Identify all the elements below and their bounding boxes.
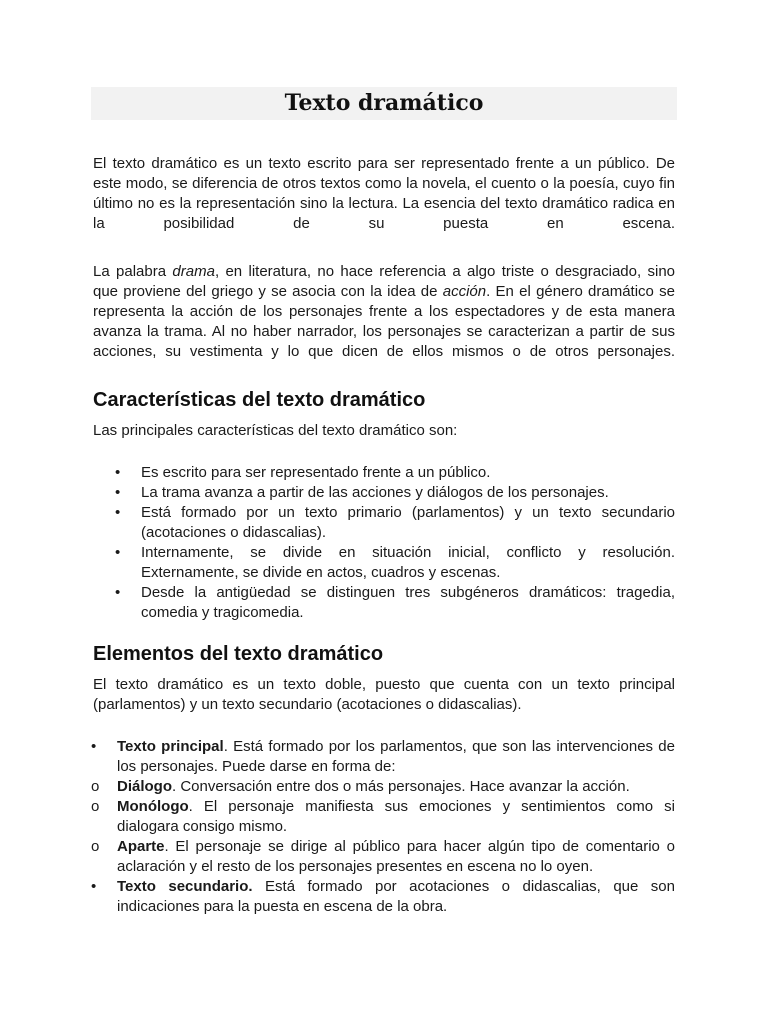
bullet-icon bbox=[115, 583, 129, 603]
list-item: • La trama avanza a partir de las acciones y diálogos de los personajes. bbox=[115, 483, 675, 503]
elementos-heading: Elementos del texto dramático bbox=[93, 643, 384, 665]
circle-bullet-icon bbox=[91, 797, 105, 817]
intro-paragraph-2-block bbox=[93, 262, 675, 362]
bullet-icon bbox=[115, 503, 129, 523]
page-title: Texto dramático bbox=[284, 90, 484, 116]
circle-bullet-icon bbox=[91, 777, 105, 797]
title-band bbox=[91, 87, 677, 120]
bullet-icon bbox=[91, 877, 105, 897]
list-item: • Internamente, se divide en situación inicial, conflicto y resolución. Externamente, se divide en actos, cuadros y escenas. bbox=[115, 543, 675, 583]
elementos-list-block bbox=[91, 737, 675, 917]
p2-drama-term: drama bbox=[172, 263, 215, 280]
caracteristicas-heading: Características del texto dramático bbox=[93, 389, 426, 411]
intro-paragraph-2 bbox=[93, 262, 675, 362]
caracteristicas-list bbox=[115, 463, 675, 623]
p2-accion-term: acción bbox=[442, 283, 487, 300]
list-item: • Desde la antigüedad se distinguen tres subgéneros dramáticos: tragedia, comedia y tragicomedia. bbox=[115, 583, 675, 623]
bullet-icon bbox=[115, 543, 129, 563]
list-item: o Monólogo. El personaje manifiesta sus emociones y sentimientos como si dialogara consigo mismo. bbox=[91, 797, 675, 837]
p2-text-a: La palabra bbox=[93, 263, 173, 280]
elementos-lead: El texto dramático es un texto doble, puesto que cuenta con un texto principal (parlamentos) y un texto secundario (acotaciones o didascalias). bbox=[93, 676, 675, 713]
intro-paragraph-1: El texto dramático es un texto escrito para ser representado frente a un público. De este modo, se diferencia de otros textos como la novela, el cuento o la poesía, cuyo fin último no es la representación sino la lectura. La esencia del texto dramático radica en la posibilidad de su puesta en escena. bbox=[93, 155, 675, 232]
list-item: • Texto principal. Está formado por los parlamentos, que son las intervenciones de los personajes. Puede darse en forma de: bbox=[91, 737, 675, 777]
intro-paragraph-1-block bbox=[93, 154, 675, 234]
bullet-icon bbox=[115, 483, 129, 503]
caracteristicas-list-block bbox=[115, 463, 675, 623]
p2-text-b: , en literatura, no hace referencia a algo triste o desgraciado, sino que proviene del griego y se asocia con la idea de bbox=[93, 263, 676, 300]
list-item: • Texto secundario. Está formado por acotaciones o didascalias, que son indicaciones para la puesta en escena de la obra. bbox=[91, 877, 675, 917]
bullet-icon bbox=[91, 737, 105, 757]
caracteristicas-section bbox=[93, 388, 675, 412]
elementos-lead-block bbox=[93, 675, 675, 715]
list-item: o Aparte. El personaje se dirige al público para hacer algún tipo de comentario o aclaración y el resto de los personajes presentes en escena no lo oyen. bbox=[91, 837, 675, 877]
caracteristicas-lead-block bbox=[93, 421, 675, 441]
list-item: • Está formado por un texto primario (parlamentos) y un texto secundario (acotaciones o didascalias). bbox=[115, 503, 675, 543]
bullet-icon bbox=[115, 463, 129, 483]
elementos-list bbox=[91, 737, 675, 917]
list-item: • Es escrito para ser representado frente a un público. bbox=[115, 463, 675, 483]
caracteristicas-lead: Las principales características del texto dramático son: bbox=[93, 422, 458, 439]
list-item: o Diálogo. Conversación entre dos o más personajes. Hace avanzar la acción. bbox=[91, 777, 675, 797]
circle-bullet-icon bbox=[91, 837, 105, 857]
p2-text-c: . En el género dramático se representa la acción de los personajes frente a los espectadores y de esta manera avanza la trama. Al no haber narrador, los personajes se caracterizan a partir de sus acciones, su vestimenta y lo que dicen de ellos mismos o de otros personajes. bbox=[93, 283, 676, 360]
elementos-section bbox=[93, 642, 675, 666]
